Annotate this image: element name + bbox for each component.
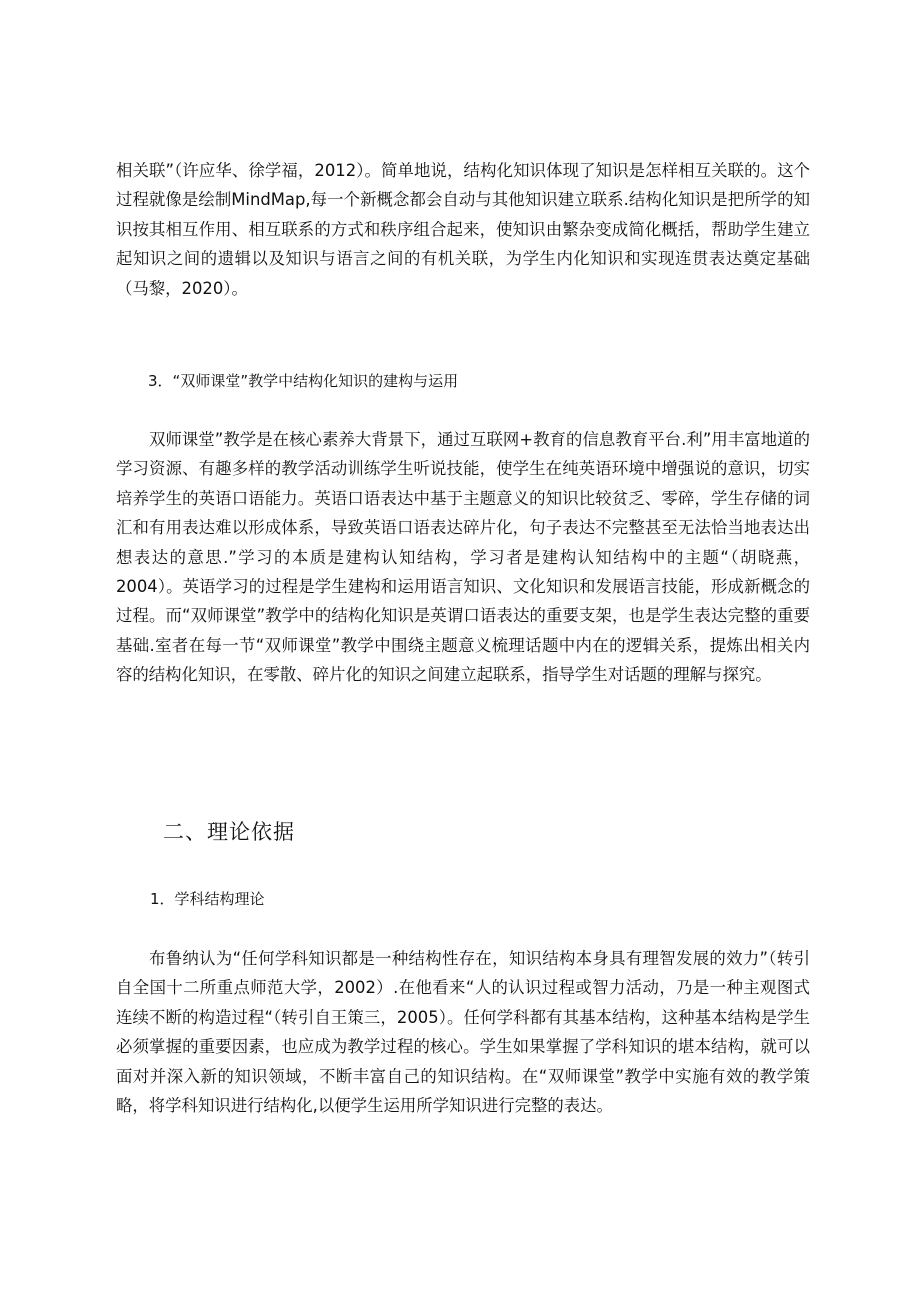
paragraph-dual-teacher-classroom: 双师课堂”教学是在核心素养大背景下，通过互联网+教育的信息教育平台.利”用丰富地道的学习资源、有趣多样的教学活动训练学生听说技能，使学生在纯英语环境中增强说的意识，切实培养学生的英语口语能力。英语口语表达中基于主题意义的知识比较贫乏、零碎，学生存储的词汇和有用表达难以形成体系，导致英语口语表达碎片化，句子表达不完整甚至无法恰当地表达出想表达的意思.”学习的本质是建构认知结构，学习者是建构认知结构中的主题“（胡晓燕，2004）。英语学习的过程是学生建构和运用语言知识、文化知识和发展语言技能，形成新概念的过程。而“双师课堂”教学中的结构化知识是英谓口语表达的重要支架，也是学生表达完整的重要基础.室者在每一节“双师课堂”教学中围绕主题意义梳理话题中内在的逻辑关系，提炼出相关内容的结构化知识，在零散、碎片化的知识之间建立起联系，指导学生对话题的理解与探究。	[116, 430, 810, 685]
paragraph-bruner-theory: 布鲁纳认为“任何学科知识都是一种结构性存在，知识结构本身具有理智发展的效力”（转引自全国十二所重点师范大学，2002）.在他看来“人的认识过程或智力活动，乃是一种主观图式连续不断的构造过程“（转引自王策三，2005）。任何学科都有其基本结构，这种基本结构是学生必须掌握的重要因素，也应成为教学过程的核心。学生如果掌握了学科知识的堪本结构，就可以面对并深入新的知识领域，不断丰富自己的知识结构。在“双师课堂”教学中实施有效的教学策略，将学科知识进行结构化,以便学生运用所学知识进行完整的表达。	[116, 949, 810, 1116]
subheading-discipline-structure-theory: 1．学科结构理论	[150, 890, 265, 908]
section-heading-theoretical-basis: 二、理论依据	[163, 820, 295, 844]
paragraph-structured-knowledge: 相关联”（许应华、徐学福，2012）。简单地说，结构化知识体现了知识是怎样相互关联的。这个过程就像是绘制MindMap,每一个新概念都会自动与其他知识建立联系.结构化知识是把所学的知识按其相互作用、相互联系的方式和秩序组合起来，使知识由繁杂变成简化概括，帮助学生建立起知识之间的遗辑以及知识与语言之间的有机关联，为学生内化知识和实现连贯表达奠定基础（马黎，2020）。	[116, 161, 810, 298]
subheading-dual-teacher-classroom: 3．“双师课堂”教学中结构化知识的建构与运用	[148, 372, 459, 390]
